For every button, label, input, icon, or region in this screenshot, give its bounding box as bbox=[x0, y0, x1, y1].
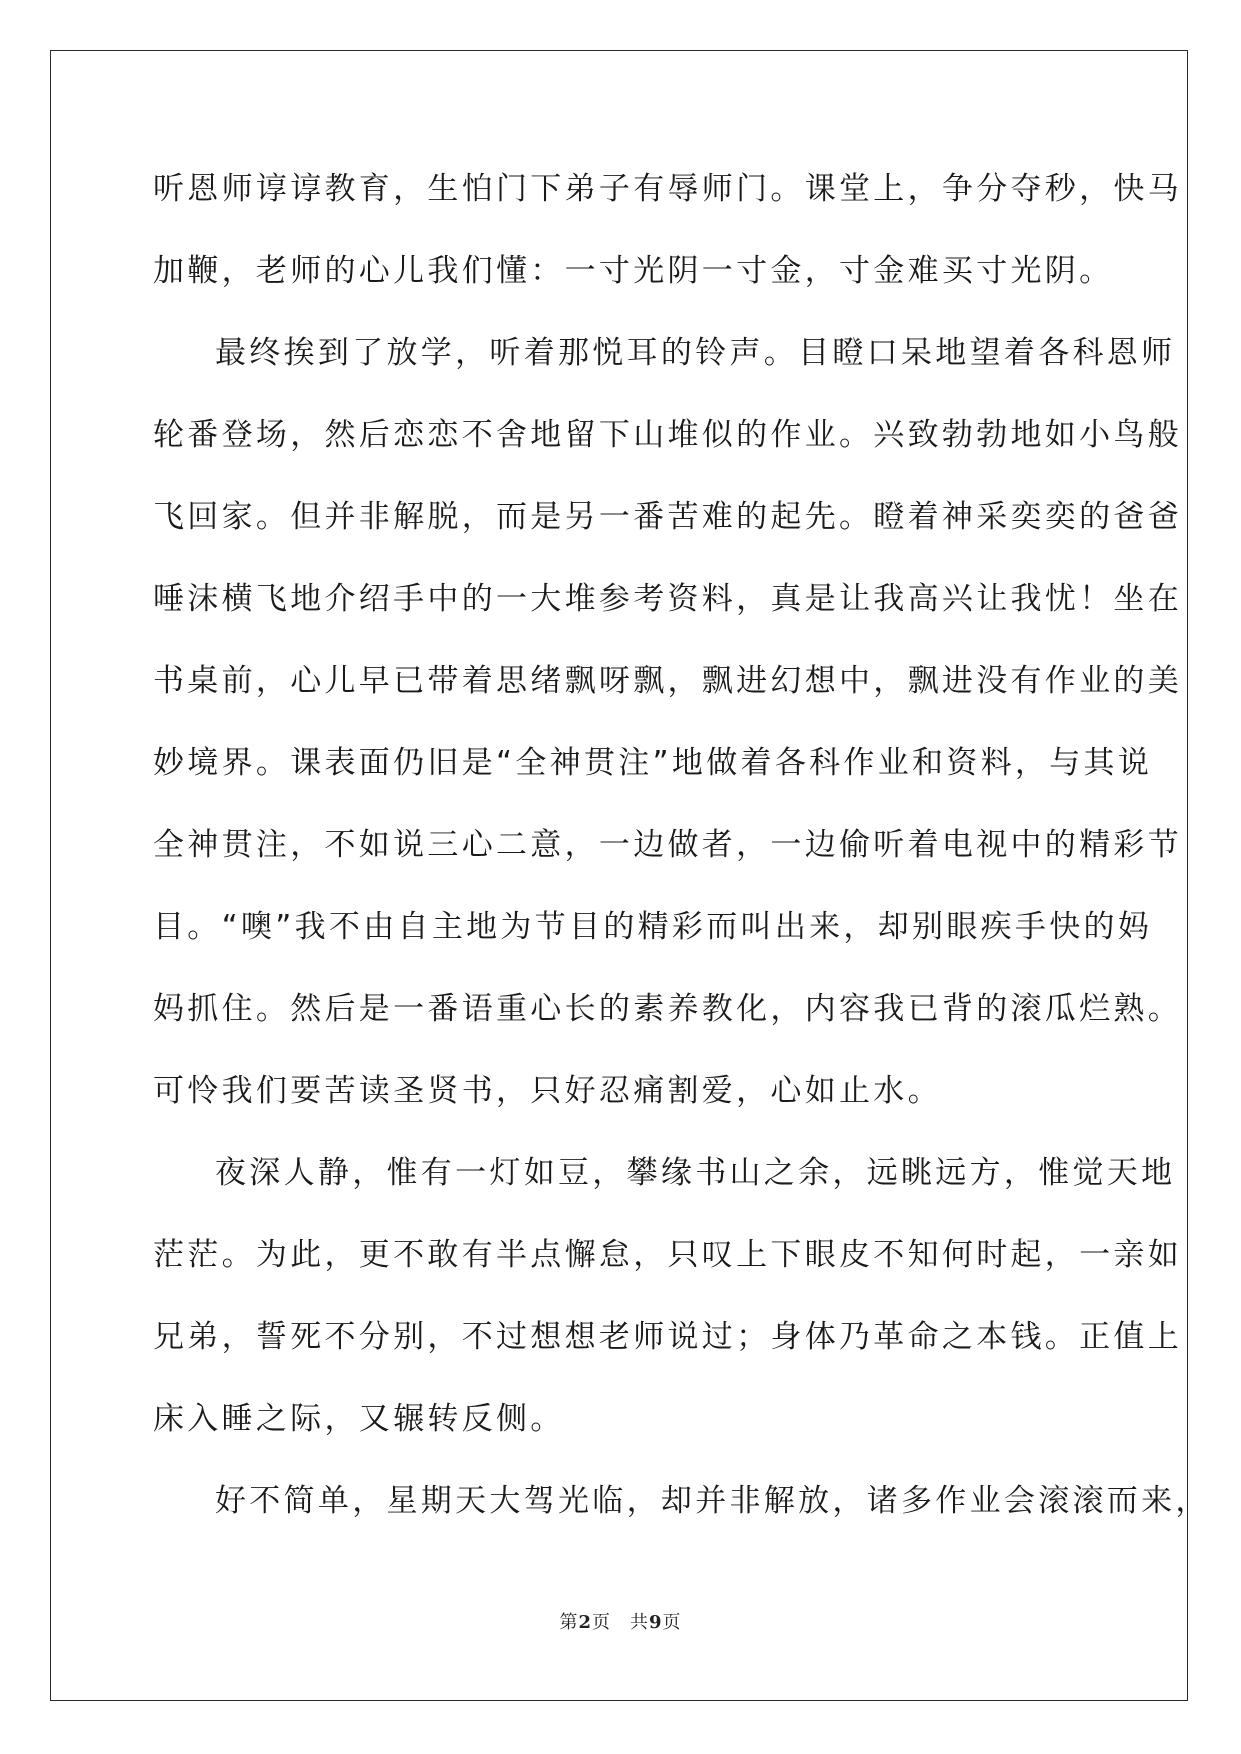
paragraph-start-line: 最终挨到了放学，听着那悦耳的铃声。目瞪口呆地望着各科恩师 bbox=[215, 335, 1176, 371]
paragraph-start-line: 夜深人静，惟有一灯如豆，攀缘书山之余，远眺远方，惟觉天地 bbox=[215, 1155, 1176, 1191]
page-middle-text: 页 共 bbox=[592, 1612, 649, 1633]
document-body bbox=[153, 160, 1210, 1554]
text-line: 飞回家。但并非解脱，而是另一番苦难的起先。瞪着神采奕奕的爸爸 bbox=[153, 499, 1182, 535]
page-total-number: 9 bbox=[649, 1612, 663, 1633]
text-line: 可怜我们要苦读圣贤书，只好忍痛割爱，心如止水。 bbox=[153, 1073, 942, 1109]
text-line: 加鞭，老师的心儿我们懂：一寸光阴一寸金，寸金难买寸光阴。 bbox=[153, 253, 1114, 289]
text-line: 轮番登场，然后恋恋不舍地留下山堆似的作业。兴致勃勃地如小鸟般 bbox=[153, 417, 1182, 453]
page-current-number: 2 bbox=[578, 1612, 592, 1633]
paragraph-start-line: 好不简单，星期天大驾光临，却并非解放，诸多作业会滚滚而来， bbox=[215, 1483, 1210, 1519]
page-prefix: 第 bbox=[559, 1612, 579, 1633]
text-line: 目。“噢”我不由自主地为节目的精彩而叫出来，却别眼疾手快的妈 bbox=[153, 909, 1153, 945]
text-line: 书桌前，心儿早已带着思绪飘呀飘，飘进幻想中，飘进没有作业的美 bbox=[153, 663, 1182, 699]
text-line: 床入睡之际，又辗转反侧。 bbox=[153, 1401, 565, 1437]
text-line: 唾沫横飞地介绍手中的一大堆参考资料，真是让我高兴让我忧！坐在 bbox=[153, 581, 1182, 617]
text-line: 听恩师谆谆教育，生怕门下弟子有辱师门。课堂上，争分夺秒，快马 bbox=[153, 171, 1182, 207]
page-footer bbox=[0, 1608, 1241, 1634]
text-line: 兄弟，誓死不分别，不过想想老师说过；身体乃革命之本钱。正值上 bbox=[153, 1319, 1182, 1355]
text-line: 妈抓住。然后是一番语重心长的素养教化，内容我已背的滚瓜烂熟。 bbox=[153, 991, 1182, 1027]
text-line: 全神贯注，不如说三心二意，一边做者，一边偷听着电视中的精彩节 bbox=[153, 827, 1182, 863]
text-line: 茫茫。为此，更不敢有半点懈怠，只叹上下眼皮不知何时起，一亲如 bbox=[153, 1237, 1182, 1273]
page-suffix: 页 bbox=[662, 1612, 682, 1633]
text-line: 妙境界。课表面仍旧是“全神贯注”地做着各科作业和资料，与其说 bbox=[153, 745, 1153, 781]
